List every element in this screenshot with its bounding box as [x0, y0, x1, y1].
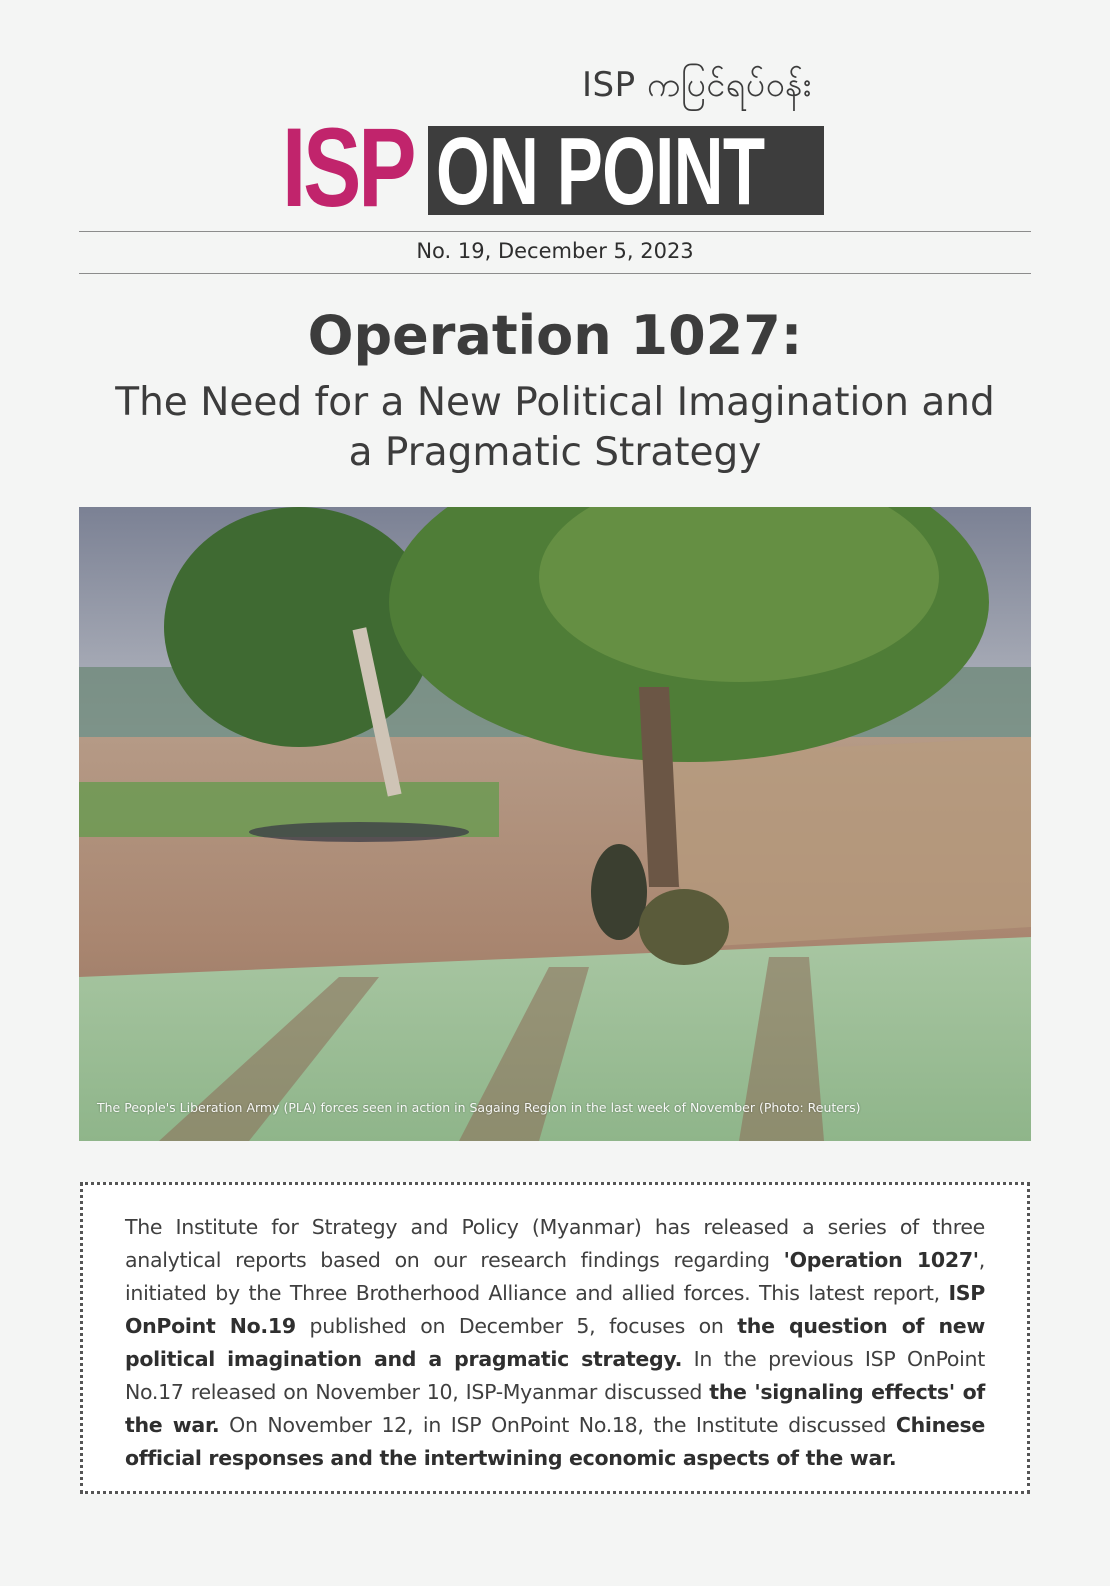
- cover-photo-illustration: [79, 507, 1031, 1141]
- summary-paragraph: [125, 1211, 985, 1475]
- summary-bold: 'Operation 1027': [783, 1248, 979, 1272]
- soldiers-lying: [249, 822, 469, 842]
- summary-bold: ISP OnPoint No.19: [125, 1281, 985, 1338]
- summary-text: In the previous ISP OnPoint No.17 released on November 10, ISP-Myanmar discussed: [125, 1347, 985, 1404]
- summary-text: The Institute for Strategy and Policy (Myanmar) has released a series of three analytical reports based on our research findings regarding: [125, 1215, 985, 1272]
- logo-isp-text: ISP: [282, 105, 414, 230]
- header-rule-top: [79, 231, 1031, 232]
- masthead-myanmar-subtitle: ISP ကပြင်ရပ်ဝန်း: [582, 65, 812, 105]
- cover-photo: [79, 507, 1031, 1141]
- issue-line: No. 19, December 5, 2023: [416, 239, 694, 263]
- summary-box: [80, 1182, 1030, 1494]
- summary-text: published on December 5, focuses on: [295, 1314, 738, 1338]
- subtitle-line-1: The Need for a New Political Imagination and: [115, 380, 995, 425]
- header-rule-bottom: [79, 273, 1031, 274]
- soldier-crouching: [591, 844, 647, 940]
- page-subtitle: [100, 378, 1010, 478]
- soldier-kneeling: [639, 889, 729, 965]
- summary-bold: the 'signaling effects' of the war.: [125, 1380, 985, 1437]
- subtitle-line-2: a Pragmatic Strategy: [348, 430, 762, 475]
- photo-caption: The People's Liberation Army (PLA) forces seen in action in Sagaing Region in the last week of November (Photo: Reuters): [97, 1100, 861, 1115]
- summary-text: On November 12, in ISP OnPoint No.18, the Institute discussed: [219, 1413, 896, 1437]
- logo-onpoint-text: ON POINT: [436, 118, 765, 225]
- summary-bold: the question of new political imagination and a pragmatic strategy.: [125, 1314, 986, 1371]
- page-title: Operation 1027:: [307, 304, 803, 367]
- summary-text: , initiated by the Three Brotherhood Alliance and allied forces. This latest report,: [125, 1248, 985, 1305]
- summary-bold: Chinese official responses and the intertwining economic aspects of the war.: [125, 1413, 986, 1470]
